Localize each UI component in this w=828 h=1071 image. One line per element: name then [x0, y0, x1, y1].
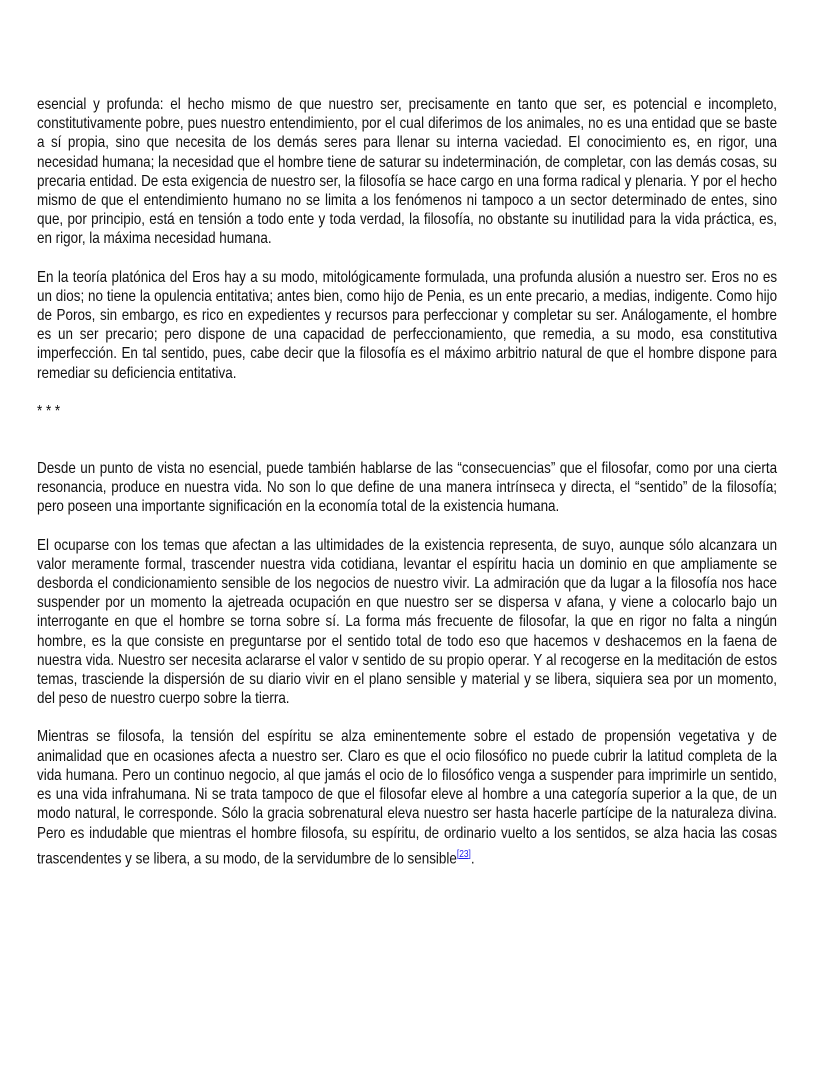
paragraph: El ocuparse con los temas que afectan a las ultimidades de la existencia representa, de suyo, aunque sólo alcanzara un valor meramente formal, trascender nuestra vida cotidiana, levantar el espíritu hacia un dominio en que ampliamente se desborda el condicionamiento sensible de los negocios de nuestro vivir. La admiración que da lugar a la filosofía nos hace suspender por un momento la ajetreada ocupación en que nuestro ser se dispersa v afana, y viene a colocarlo bajo un interrogante en que el hombre se torna sobre sí. La forma más frecuente de filosofar, la que en rigor no falta a ningún hombre, es la que consiste en preguntarse por el sentido total de todo eso que hacemos v deshacemos en la faena de nuestra vida. Nuestro ser necesita aclararse el valor v sentido de su propio operar. Y al recogerse en la meditación de estos temas, trasciende la dispersión de su diario vivir en el plano sensible y material y se libera, siquiera sea por un momento, del peso de nuestro cuerpo sobre la tierra. [37, 536, 778, 708]
final-period: . [470, 850, 475, 868]
footnote-link[interactable]: [23] [456, 848, 471, 860]
paragraph-text: Mientras se filosofa, la tensión del espíritu se alza eminentemente sobre el estado de propensión vegetativa y de animalidad que en ocasiones afecta a nuestro ser. Claro es que el ocio filosófico no puede cubrir la latitud completa de la vida humana. Pero un continuo negocio, al que jamás el ocio de lo filosófico venga a suspender para imprimirle un sentido, es una vida infrahumana. Ni se trata tampoco de que el filosofar eleve al hombre a una categoría superior a la que, de un modo natural, le corresponde. Sólo la gracia sobrenatural eleva nuestro ser hasta hacerle partícipe de la naturaleza divina. Pero es indudable que mientras el hombre filosofa, su espíritu, de ordinario vuelto a los sentidos, se alza hacia las cosas trascendentes y se libera, a su modo, de la servidumbre de lo sensible [37, 728, 778, 868]
paragraph: Desde un punto de vista no esencial, puede también hablarse de las “consecuencias” que el filosofar, como por una cierta resonancia, produce en nuestra vida. No son lo que define de una manera intrínseca y directa, el “sentido” de la filosofía; pero poseen una importante significación en la economía total de la existencia humana. [37, 460, 778, 516]
paragraph-last [37, 727, 777, 868]
paragraph: En la teoría platónica del Eros hay a su modo, mitológicamente formulada, una profunda alusión a nuestro ser. Eros no es un dios; no tiene la opulencia entitativa; antes bien, como hijo de Penia, es un ente precario, a medias, indigente. Como hijo de Poros, sin embargo, es rico en expedientes y recursos para perfeccionar y completar su ser. Análogamente, el hombre es un ser precario; pero dispone de una capacidad de perfeccionamiento, que remedia, a su modo, esa constitutiva imperfección. En tal sentido, pues, cabe decir que la filosofía es el máximo arbitrio natural de que el hombre dispone para remediar su deficiencia entitativa. [37, 268, 778, 382]
section-separator: * * * [37, 402, 61, 420]
paragraph: esencial y profunda: el hecho mismo de que nuestro ser, precisamente en tanto que ser, es potencial e incompleto, constitutivamente pobre, pues nuestro entendimiento, por el cual diferimos de los animales, no es una entidad que se baste a sí propia, sino que necesita de los demás seres para llenar su interna vaciedad. El conocimiento es, en rigor, una necesidad humana; la necesidad que el hombre tiene de saturar su indeterminación, de completar, con las demás cosas, su precaria entidad. De esta exigencia de nuestro ser, la filosofía se hace cargo en una forma radical y plenaria. Y por el hecho mismo de que el entendimiento humano no se limita a los fenómenos ni tampoco a un sector determinado de entes, sino que, por principio, está en tensión a todo ente y toda verdad, la filosofía, no obstante su inutilidad para la vida práctica, es, en rigor, la máxima necesidad humana. [37, 96, 778, 248]
document-page [37, 95, 777, 887]
